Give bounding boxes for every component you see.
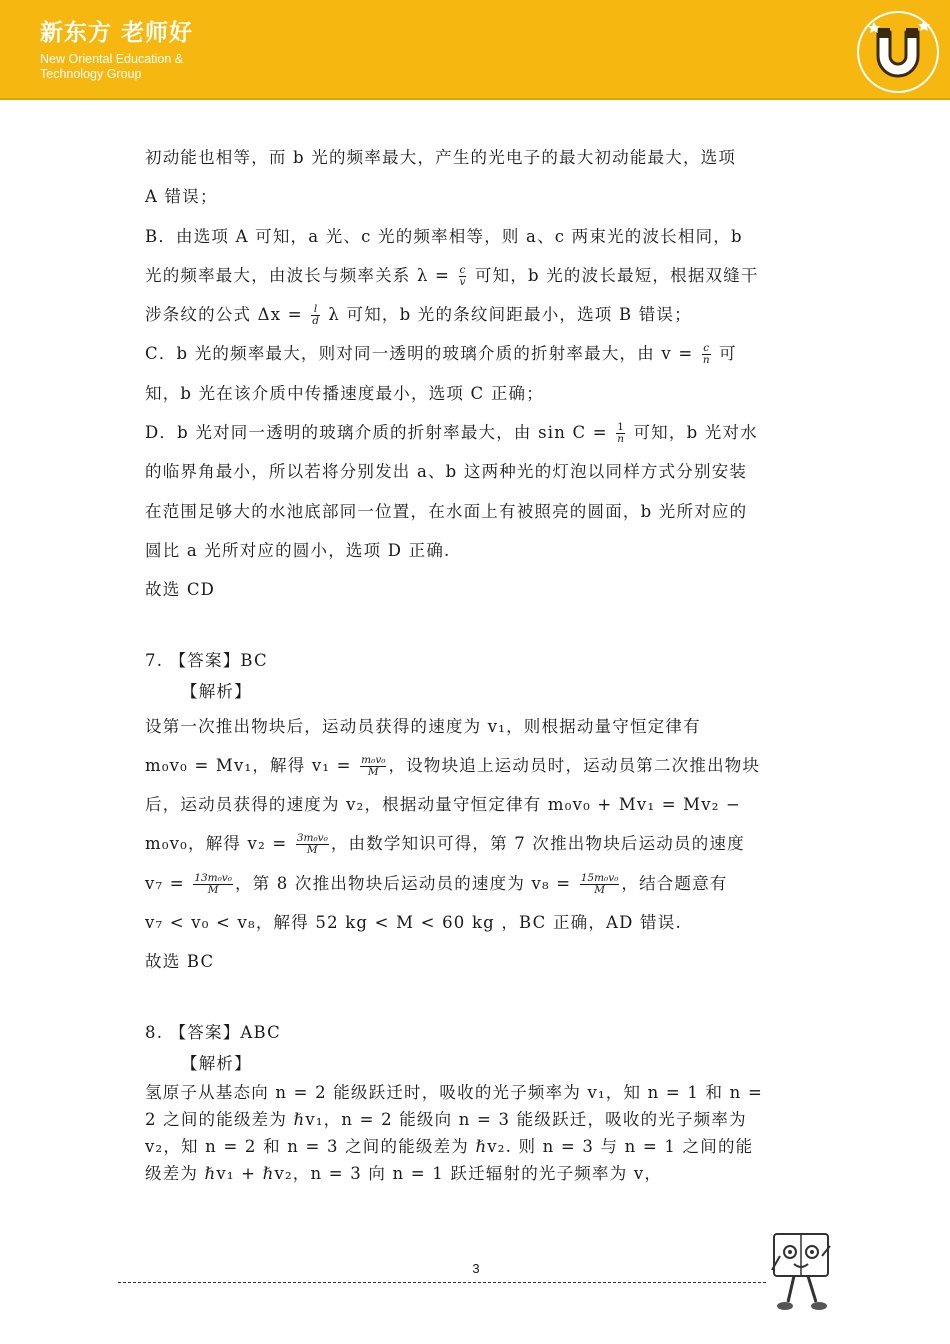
footer-divider — [118, 1282, 766, 1283]
text-line — [145, 746, 810, 785]
fraction-v2: $\frac{\text{3m₀v₀}}{M}$ — [296, 832, 328, 857]
text-segment: m₀v₀，解得 v₂ = — [145, 834, 288, 854]
text-segment: 涉条纹的公式 Δx = — [145, 305, 303, 325]
text-segment: ，第 8 次推出物块后运动员的速度为 v₈ = — [234, 873, 572, 893]
text-line: A 错误； — [145, 187, 218, 207]
text-line: 氢原子从基态向 n = 2 能级跃迁时，吸收的光子频率为 v₁，知 n = 1 和 n = — [145, 1082, 763, 1102]
text-line: v₂，知 n = 2 和 n = 3 之间的能级差为 ℏv₂. 则 n = 3 与 n = 1 之间的能 — [145, 1136, 754, 1156]
text-line: 设第一次推出物块后，运动员获得的速度为 v₁，则根据动量守恒定律有 — [145, 716, 701, 736]
text-line: 2 之间的能级差为 ℏv₁，n = 2 能级向 n = 3 能级跃迁，吸收的光子频率为 — [145, 1109, 747, 1129]
text-line: 知，b 光在该介质中传播速度最小，选项 C 正确； — [145, 383, 544, 403]
text-line — [145, 413, 810, 452]
text-line — [145, 334, 810, 373]
text-line: 故选 CD — [145, 580, 216, 600]
brand-name-cn: 新东方 老师好 — [40, 20, 194, 46]
fraction-one-over-n: $\frac{1}{n}$ — [617, 421, 625, 446]
text-line — [145, 824, 810, 863]
text-line: 初动能也相等，而 b 光的频率最大，产生的光电子的最大初动能最大，选项 — [145, 148, 737, 167]
brand-name-en — [40, 52, 240, 82]
text-segment: ，结合题意有 — [621, 873, 728, 893]
spacer — [145, 982, 810, 1017]
text-line: 级差为 ℏv₁ + ℏv₂，n = 3 向 n = 1 跃迁辐射的光子频率为 v， — [145, 1163, 663, 1183]
fraction-v8: $\frac{\text{15m₀v₀}}{M}$ — [580, 871, 619, 896]
text-segment: 可知，b 光的波长最短，根据双缝干 — [474, 265, 759, 285]
answer-heading: 8. 【答案】ABC — [145, 1022, 281, 1042]
page-header — [0, 0, 950, 100]
text-line: 后，运动员获得的速度为 v₂，根据动量守恒定律有 m₀v₀ + Mv₁ = Mv₂ − — [145, 795, 742, 815]
text-line — [145, 295, 810, 334]
analysis-heading: 【解析】 — [181, 681, 252, 701]
brand-name-en-line2: Technology Group — [40, 67, 142, 81]
fraction-v1: $\frac{\text{m₀v₀}}{M}$ — [361, 753, 386, 778]
text-segment: 光的频率最大，由波长与频率关系 λ = — [145, 265, 451, 285]
text-line — [145, 864, 810, 903]
text-segment: m₀v₀ = Mv₁，解得 v₁ = — [145, 755, 352, 775]
text-segment: D．b 光对同一透明的玻璃介质的折射率最大，由 sin C = — [145, 423, 608, 443]
text-line: 在范围足够大的水池底部同一位置，在水面上有被照亮的圆面，b 光所对应的 — [145, 501, 748, 521]
book-mascot-icon — [768, 1230, 834, 1318]
text-line: B．由选项 A 可知，a 光、c 光的频率相等，则 a、c 两束光的波长相同，b — [145, 226, 743, 246]
text-segment: ，由数学知识可得，第 7 次推出物块后运动员的速度 — [330, 834, 745, 854]
analysis-heading: 【解析】 — [181, 1053, 252, 1073]
page-number: 3 — [472, 1261, 480, 1276]
text-segment: 可 — [719, 344, 737, 364]
text-line: v₇ < v₀ < v₈，解得 52 kg < M < 60 kg ，BC 正确，AD 错误. — [145, 913, 682, 933]
spacer — [145, 610, 810, 645]
text-line: 故选 BC — [145, 952, 215, 972]
text-segment: λ 可知，b 光的条纹间距最小，选项 B 错误； — [328, 305, 692, 325]
fraction-c-over-n: $\frac{c}{n}$ — [702, 342, 710, 367]
fraction-v7: $\frac{\text{13m₀v₀}}{M}$ — [194, 871, 232, 896]
text-line: 圆比 a 光所对应的圆小，选项 D 正确. — [145, 540, 451, 560]
answer-heading: 7. 【答案】BC — [145, 650, 268, 670]
text-segment: ，设物块追上运动员时，运动员第二次推出物块 — [388, 755, 761, 775]
text-line: 的临界角最小，所以若将分别发出 a、b 这两种光的灯泡以同样方式分别安装 — [145, 462, 748, 482]
text-segment: 可知，b 光对水 — [633, 423, 758, 443]
document-body — [145, 138, 810, 1187]
text-line — [145, 256, 810, 295]
text-segment: C．b 光的频率最大，则对同一透明的玻璃介质的折射率最大，由 v = — [145, 344, 694, 364]
fraction-l-over-d: $\frac{l}{d}$ — [312, 303, 319, 328]
fraction-c-over-v: $\frac{c}{v}$ — [459, 263, 466, 288]
text-segment: v₇ = — [145, 873, 185, 893]
brand-name-en-line1: New Oriental Education & — [40, 52, 184, 66]
magnet-u-logo-icon — [856, 10, 940, 94]
